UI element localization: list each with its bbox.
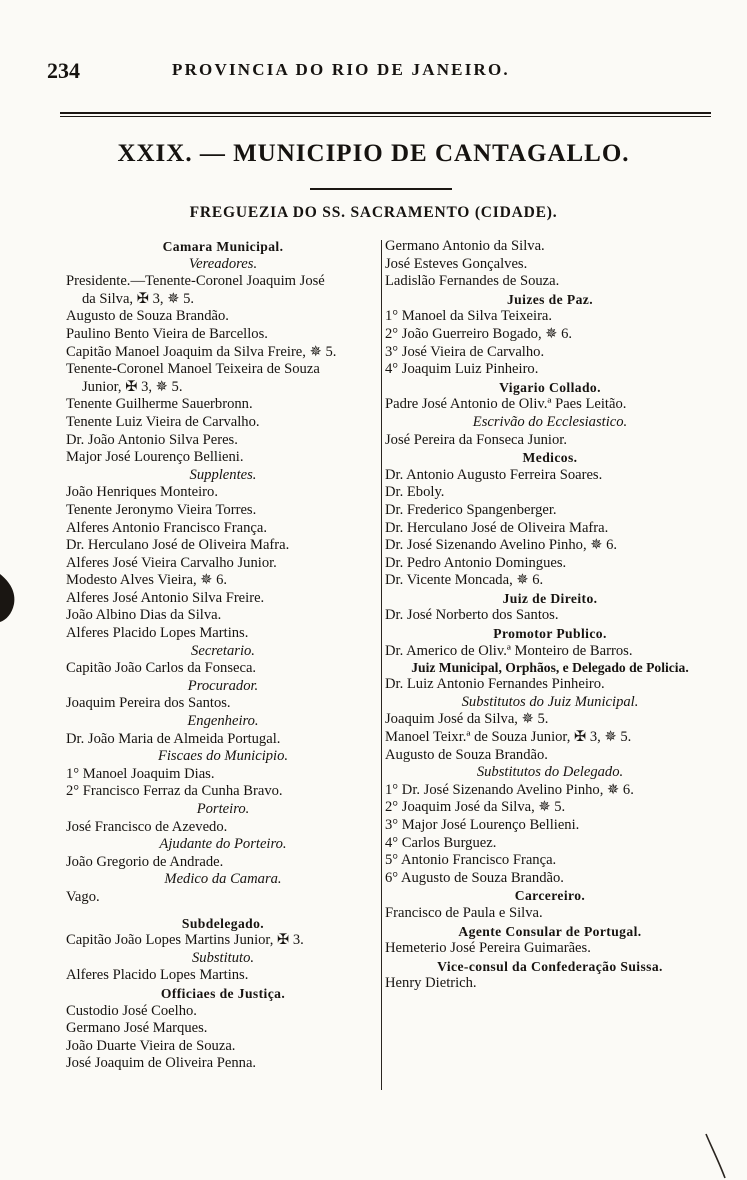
right-entry-line: Ladislão Fernandes de Souza. — [385, 273, 560, 290]
left-entry-line: Dr. João Antonio Silva Peres. — [66, 431, 238, 448]
left-entry-line: João Duarte Vieira de Souza. — [66, 1037, 236, 1054]
left-entry-line: Tenente Luiz Vieira de Carvalho. — [66, 413, 260, 430]
right-role-heading: Substitutos do Juiz Municipal. — [461, 693, 639, 710]
right-section-heading: Promotor Publico. — [493, 626, 607, 642]
left-role-heading: Substituto. — [191, 949, 255, 966]
right-entry-line: 2° João Guerreiro Bogado, ✵ 6. — [385, 325, 573, 342]
right-entry-line: Henry Dietrich. — [385, 975, 477, 992]
header-rule-thick — [60, 112, 711, 114]
right-entry-line: 1° Dr. José Sizenando Avelino Pinho, ✵ 6. — [385, 781, 634, 798]
parish-heading: FREGUEZIA DO SS. SACRAMENTO (CIDADE). — [189, 204, 558, 221]
left-entry-line: José Francisco de Azevedo. — [66, 818, 228, 835]
right-section-heading: Juizes de Paz. — [506, 291, 593, 307]
left-role-heading: Supplentes. — [189, 466, 257, 483]
left-role-heading: Vereadores. — [188, 255, 258, 272]
binding-shadow-mark — [0, 574, 18, 622]
right-section-heading: Vice-consul da Confederação Suissa. — [437, 958, 663, 974]
left-role-heading: Porteiro. — [196, 801, 250, 817]
right-entry-line: Dr. Frederico Spangenberger. — [385, 501, 557, 518]
right-section-heading: Juiz Municipal, Orphãos, e Delegado de Policia. — [411, 660, 689, 676]
right-entry-line: Francisco de Paula e Silva. — [385, 904, 543, 921]
right-entry-line: Manoel Teixr.ª de Souza Junior, ✠ 3, ✵ 5. — [385, 729, 632, 746]
left-entry-line: Custodio José Coelho. — [66, 1002, 197, 1019]
left-entry-line: Alferes Antonio Francisco França. — [66, 519, 268, 536]
page-number: 234 — [47, 58, 80, 83]
right-entry-line: 6° Augusto de Souza Brandão. — [385, 869, 564, 886]
left-entry-line: Capitão João Carlos da Fonseca. — [66, 660, 257, 677]
right-entry-line: José Pereira da Fonseca Junior. — [385, 431, 567, 448]
left-section-heading: Subdelegado. — [181, 915, 265, 931]
left-entry-line: Dr. Herculano José de Oliveira Mafra. — [66, 537, 290, 554]
right-entry-line: Dr. Eboly. — [385, 484, 445, 501]
right-entry-line: Dr. Herculano José de Oliveira Mafra. — [385, 519, 609, 536]
left-role-heading: Medico da Camara. — [164, 871, 282, 888]
left-entry-line: Augusto de Souza Brandão. — [66, 308, 229, 325]
left-entry-line: Junior, ✠ 3, ✵ 5. — [82, 378, 183, 395]
left-role-heading: Procurador. — [187, 677, 259, 694]
left-entry-line: Dr. João Maria de Almeida Portugal. — [66, 730, 281, 747]
right-entry-line: 4° Joaquim Luiz Pinheiro. — [385, 361, 539, 378]
right-section-heading: Medicos. — [522, 450, 578, 466]
left-entry-line: Alferes José Antonio Silva Freire. — [66, 589, 265, 606]
left-column — [66, 238, 380, 1073]
running-head: PROVINCIA DO RIO DE JANEIRO. — [172, 60, 510, 79]
left-section-heading: Camara Municipal. — [162, 239, 284, 254]
left-entry-line: Paulino Bento Vieira de Barcellos. — [66, 325, 268, 342]
left-entry-line: 1° Manoel Joaquim Dias. — [66, 765, 215, 782]
left-role-heading: Secretario. — [191, 642, 255, 659]
left-role-heading: Ajudante do Porteiro. — [159, 836, 287, 853]
right-role-heading: Substitutos do Delegado. — [476, 764, 624, 781]
left-entry-line: 2° Francisco Ferraz da Cunha Bravo. — [66, 783, 283, 800]
section-title: XXIX. — MUNICIPIO DE CANTAGALLO. — [117, 140, 630, 167]
right-entry-line: Dr. José Sizenando Avelino Pinho, ✵ 6. — [385, 537, 618, 554]
right-entry-line: Hemeterio José Pereira Guimarães. — [385, 940, 591, 957]
left-role-heading: Engenheiro. — [187, 713, 259, 730]
left-entry-line: Capitão Manoel Joaquim da Silva Freire, ✵ 5. — [66, 343, 337, 360]
right-entry-line: Dr. Antonio Augusto Ferreira Soares. — [385, 466, 603, 483]
right-column — [385, 238, 715, 993]
left-entry-line: Major José Lourenço Bellieni. — [66, 449, 244, 466]
right-entry-line: 3° José Vieira de Carvalho. — [385, 343, 545, 360]
right-section-heading: Vigario Collado. — [499, 379, 601, 395]
right-entry-line: 4° Carlos Burguez. — [385, 834, 497, 851]
title-rule — [310, 188, 452, 190]
left-entry-line: Alferes Placido Lopes Martins. — [66, 625, 249, 642]
left-entry-line: Joaquim Pereira dos Santos. — [66, 695, 231, 712]
right-entry-line: Augusto de Souza Brandão. — [385, 746, 548, 763]
left-entry-line: Tenente Guilherme Sauerbronn. — [66, 396, 253, 413]
left-entry-line: Alferes Placido Lopes Martins. — [66, 967, 249, 984]
left-entry-line: Capitão João Lopes Martins Junior, ✠ 3. — [66, 932, 304, 949]
right-entry-line: 3° Major José Lourenço Bellieni. — [385, 817, 580, 833]
left-entry-line: João Henriques Monteiro. — [66, 484, 218, 501]
right-section-heading: Carcereiro. — [514, 888, 586, 904]
left-entry-line: Modesto Alves Vieira, ✵ 6. — [66, 572, 228, 589]
right-section-heading: Agente Consular de Portugal. — [458, 923, 642, 939]
left-entry-line: João Albino Dias da Silva. — [66, 607, 222, 624]
left-entry-line: Presidente.—Tenente-Coronel Joaquim José — [66, 273, 325, 290]
right-entry-line: 1° Manoel da Silva Teixeira. — [385, 308, 553, 325]
right-entry-line: Dr. José Norberto dos Santos. — [385, 607, 559, 624]
left-entry-line: Tenente-Coronel Manoel Teixeira de Souza — [66, 361, 320, 378]
right-entry-line: 5° Antonio Francisco França. — [385, 852, 557, 869]
right-section-heading: Juiz de Direito. — [502, 590, 598, 606]
left-section-heading: Officiaes de Justiça. — [160, 985, 286, 1001]
right-entry-line: 2° Joaquim José da Silva, ✵ 5. — [385, 799, 566, 816]
right-entry-line: Germano Antonio da Silva. — [385, 238, 545, 254]
ink-stroke-mark — [703, 1132, 727, 1180]
left-spacer — [66, 907, 380, 915]
page-header — [0, 0, 747, 120]
left-entry-line: Alferes José Vieira Carvalho Junior. — [66, 554, 277, 571]
left-entry-line: Germano José Marques. — [66, 1020, 208, 1037]
right-entry-line: Joaquim José da Silva, ✵ 5. — [385, 711, 549, 728]
right-entry-line: Dr. Luiz Antonio Fernandes Pinheiro. — [385, 676, 605, 693]
left-entry-line: Tenente Jeronymo Vieira Torres. — [66, 501, 257, 518]
left-entry-line: da Silva, ✠ 3, ✵ 5. — [82, 290, 195, 307]
left-entry-line: José Joaquim de Oliveira Penna. — [66, 1055, 257, 1072]
left-entry-line: Vago. — [66, 888, 100, 905]
right-entry-line: Dr. Vicente Moncada, ✵ 6. — [385, 572, 544, 589]
header-rule-thin — [60, 116, 711, 117]
right-entry-line: Dr. Pedro Antonio Domingues. — [385, 554, 567, 571]
right-entry-line: Dr. Americo de Oliv.ª Monteiro de Barros. — [385, 642, 633, 659]
right-entry-line: José Esteves Gonçalves. — [385, 255, 528, 272]
column-divider — [381, 240, 382, 1090]
left-entry-line: João Gregorio de Andrade. — [66, 853, 224, 870]
right-role-heading: Escrivão do Ecclesiastico. — [472, 413, 628, 430]
left-role-heading: Fiscaes do Municipio. — [157, 748, 289, 765]
right-entry-line: Padre José Antonio de Oliv.ª Paes Leitão. — [385, 396, 627, 413]
